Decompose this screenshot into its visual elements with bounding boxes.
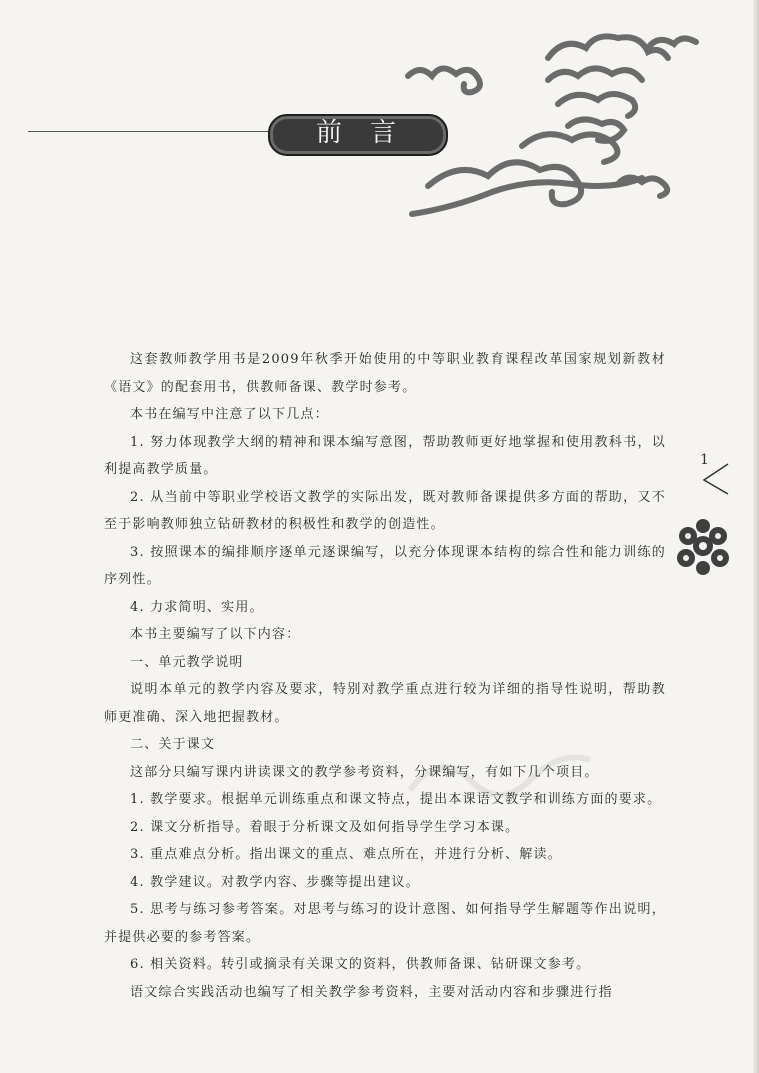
paragraph: 1. 教学要求。根据单元训练重点和课文特点，提出本课语文教学和训练方面的要求。 [130,792,662,807]
floral-ornament-icon [670,514,736,578]
paragraph: 1. 努力体现教学大纲的精神和课本编写意图，帮助教师更好地掌握和使用教科书，以利提高教学质量。 [104,434,666,477]
paragraph: 2. 课文分析指导。着眼于分析课文及如何指导学生学习本课。 [130,819,520,835]
page-number: 1 [700,452,709,468]
paragraph: 4. 力求简明、实用。 [130,599,264,615]
page-edge [753,0,759,1073]
header-rule [28,131,278,132]
paragraph: 3. 重点难点分析。指出课文的重点、难点所在，并进行分析、解读。 [130,847,562,862]
preface-body [104,346,666,1006]
paragraph: 这部分只编写课内讲读课文的教学参考资料，分课编写，有如下几个项目。 [130,764,599,780]
chevron-left-icon [700,462,730,496]
paragraph: 语文综合实践活动也编写了相关教学参考资料，主要对活动内容和步骤进行指 [130,984,613,1000]
paragraph: 4. 教学建议。对教学内容、步骤等提出建议。 [130,874,420,890]
cloud-decoration-icon [398,18,710,228]
paragraph: 这套教师教学用书是2009年秋季开始使用的中等职业教育课程改革国家规划新教材《语文》的配套用书，供教师备课、教学时参考。 [104,352,666,395]
paragraph: 3. 按照课本的编排顺序逐单元逐课编写，以充分体现课本结构的综合性和能力训练的序列性。 [104,544,666,587]
paragraph: 5. 思考与练习参考答案。对思考与练习的设计意图、如何指导学生解题等作出说明，并提供必要的参考答案。 [104,902,666,945]
paragraph: 本书主要编写了以下内容： [130,627,301,642]
page-title: 前言 [315,118,424,148]
paragraph: 6. 相关资料。转引或摘录有关课文的资料，供教师备课、钻研课文参考。 [130,957,591,972]
paragraph: 2. 从当前中等职业学校语文教学的实际出发，既对教师备课提供多方面的帮助，又不至于影响教师独立钻研教材的积极性和教学的创造性。 [104,489,666,532]
paragraph: 说明本单元的教学内容及要求，特别对教学重点进行较为详细的指导性说明，帮助教师更准确、深入地把握教材。 [104,682,666,725]
section-heading: 一、单元教学说明 [130,654,244,670]
paragraph: 本书在编写中注意了以下几点： [130,407,329,422]
section-heading: 二、关于课文 [130,737,216,752]
